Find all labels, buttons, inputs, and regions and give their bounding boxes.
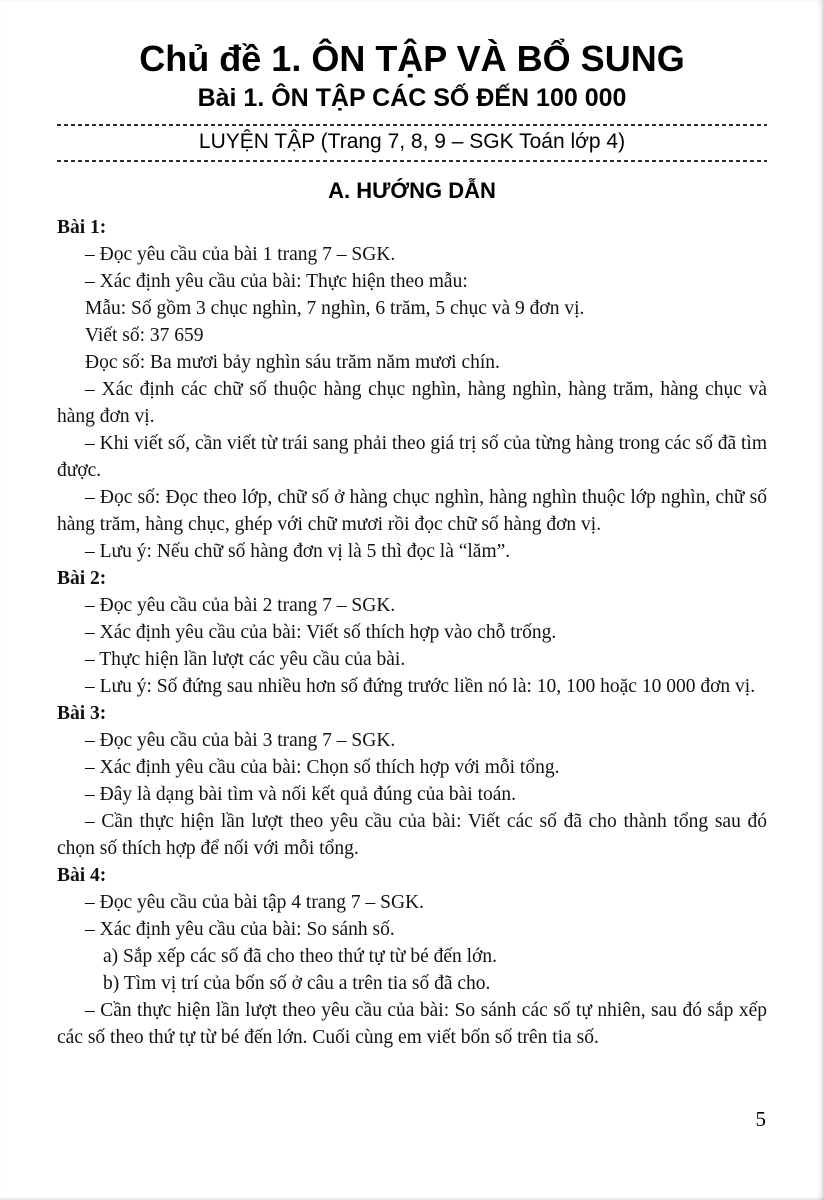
- instruction-line: – Đọc yêu cầu của bài 2 trang 7 – SGK.: [85, 595, 396, 616]
- practice-banner: [57, 123, 767, 162]
- instruction-line: – Cần thực hiện lần lượt theo yêu cầu của bài: So sánh các số tự nhiên, sau đó sắp xếp các số theo thứ tự từ bé đến lớn. Cuối cùng em viết bốn số trên tia số.: [57, 1000, 767, 1048]
- page-number: 5: [755, 1107, 766, 1131]
- instruction-line: – Xác định yêu cầu của bài: Thực hiện theo mẫu:: [85, 271, 468, 292]
- instruction-line: Mẫu: Số gồm 3 chục nghìn, 7 nghìn, 6 trăm, 5 chục và 9 đơn vị.: [85, 298, 585, 319]
- instruction-line: – Xác định yêu cầu của bài: Viết số thích hợp vào chỗ trống.: [85, 622, 557, 643]
- practice-banner-text: LUYỆN TẬP (Trang 7, 8, 9 – SGK Toán lớp 4): [198, 130, 626, 153]
- instruction-line: – Xác định các chữ số thuộc hàng chục nghìn, hàng nghìn, hàng trăm, hàng chục và hàng đơn vị.: [57, 379, 767, 427]
- instruction-line: – Lưu ý: Nếu chữ số hàng đơn vị là 5 thì đọc là “lăm”.: [85, 541, 511, 562]
- instruction-line: – Khi viết số, cần viết từ trái sang phải theo giá trị số của từng hàng trong các số đã tìm được.: [57, 433, 767, 481]
- instruction-line: – Thực hiện lần lượt các yêu cầu của bài.: [85, 649, 406, 670]
- instruction-line: – Lưu ý: Số đứng sau nhiều hơn số đứng trước liền nó là: 10, 100 hoặc 10 000 đơn vị.: [85, 676, 756, 697]
- instruction-line: – Xác định yêu cầu của bài: So sánh số.: [85, 919, 395, 940]
- instruction-line: Đọc số: Ba mươi bảy nghìn sáu trăm năm mươi chín.: [85, 352, 500, 373]
- guidance-content: [57, 214, 767, 1051]
- lesson-subtitle: Bài 1. ÔN TẬP CÁC SỐ ĐẾN 100 000: [197, 84, 627, 112]
- section-heading: A. HƯỚNG DẪN: [328, 178, 496, 203]
- instruction-line: – Cần thực hiện lần lượt theo yêu cầu của bài: Viết các số đã cho thành tổng sau đó chọn số thích hợp để nối với mỗi tổng.: [57, 811, 767, 859]
- exercise-heading: Bài 4:: [57, 865, 107, 886]
- exercise-heading: Bài 2:: [57, 568, 107, 589]
- instruction-line: – Đọc yêu cầu của bài 3 trang 7 – SGK.: [85, 730, 396, 751]
- instruction-line: – Đọc yêu cầu của bài tập 4 trang 7 – SGK.: [85, 892, 424, 913]
- instruction-line: – Xác định yêu cầu của bài: Chọn số thích hợp với mỗi tổng.: [85, 757, 560, 778]
- instruction-subitem: b) Tìm vị trí của bốn số ở câu a trên tia số đã cho.: [103, 973, 491, 994]
- chapter-title: Chủ đề 1. ÔN TẬP VÀ BỔ SUNG: [139, 38, 685, 79]
- instruction-subitem: a) Sắp xếp các số đã cho theo thứ tự từ bé đến lớn.: [103, 946, 497, 967]
- instruction-line: – Đây là dạng bài tìm và nối kết quả đúng của bài toán.: [85, 784, 517, 805]
- exercise-heading: Bài 1:: [57, 217, 107, 238]
- instruction-line: – Đọc số: Đọc theo lớp, chữ số ở hàng chục nghìn, hàng nghìn thuộc lớp nghìn, chữ số hàng trăm, hàng chục, ghép với chữ mươi rồi đọc chữ số hàng đơn vị.: [57, 487, 767, 535]
- exercise-heading: Bài 3:: [57, 703, 107, 724]
- instruction-line: Viết số: 37 659: [85, 325, 204, 346]
- dashed-rule-bottom: [57, 159, 767, 162]
- instruction-line: – Đọc yêu cầu của bài 1 trang 7 – SGK.: [85, 244, 396, 265]
